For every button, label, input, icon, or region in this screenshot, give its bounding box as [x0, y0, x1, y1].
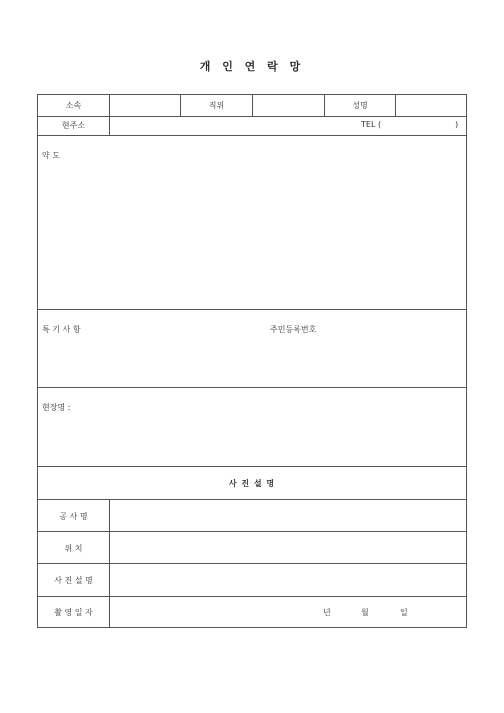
- name-field[interactable]: [396, 95, 467, 116]
- affiliation-label: 소속: [65, 101, 82, 110]
- day-label: 일: [400, 608, 408, 617]
- contact-form-table: [37, 94, 467, 628]
- name-label: 성명: [352, 101, 368, 110]
- photo-description-field[interactable]: [110, 564, 466, 596]
- site-name-area[interactable]: [38, 388, 466, 466]
- resident-number-label: 주민등록번호: [270, 325, 317, 334]
- shooting-date-label: 촬 영 일 자: [54, 608, 93, 617]
- photo-section-title: 사 진 설 명: [228, 479, 276, 488]
- map-label: 약 도: [42, 151, 60, 160]
- year-label: 년: [323, 608, 331, 617]
- position-label: 직위: [208, 101, 225, 110]
- location-field[interactable]: [110, 532, 466, 563]
- remarks-area[interactable]: [38, 310, 466, 387]
- affiliation-field[interactable]: [110, 95, 180, 116]
- page-title: 개 인 연 락 망: [199, 60, 305, 73]
- remarks-label: 특 기 사 항: [42, 325, 81, 334]
- tel-field[interactable]: [388, 117, 453, 135]
- photo-description-label: 사 진 설 명: [54, 576, 93, 585]
- site-name-label: 현장명 :: [42, 403, 71, 412]
- project-name-field[interactable]: [110, 500, 466, 531]
- location-label: 위 치: [64, 544, 83, 553]
- project-name-label: 공 사 명: [59, 512, 88, 521]
- position-field[interactable]: [253, 95, 324, 116]
- map-area[interactable]: [38, 136, 466, 309]
- shooting-date-field[interactable]: [110, 597, 466, 627]
- month-label: 월: [361, 608, 369, 617]
- address-label: 현주소: [61, 121, 86, 130]
- address-field[interactable]: [110, 117, 360, 135]
- divider: [38, 466, 466, 467]
- tel-label: TEL (: [361, 120, 382, 129]
- tel-close-paren: ): [455, 120, 459, 129]
